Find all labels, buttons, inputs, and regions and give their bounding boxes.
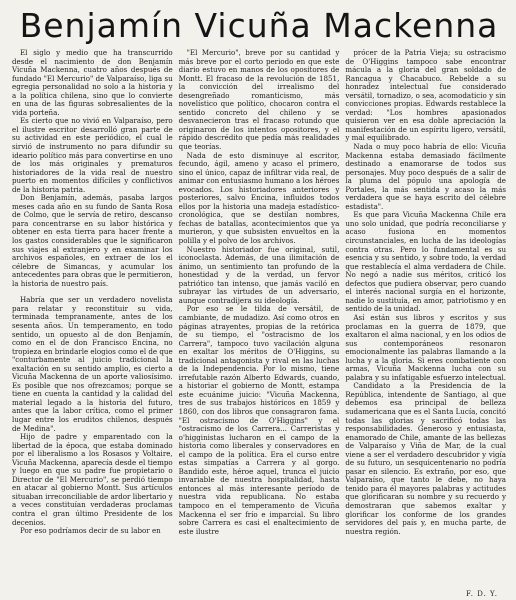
paragraph: Es que para Vicuña Mackenna Chile era uno solo unidad, que podría reconciliarse y acaso fusiona en momentos circunstanciales, en lucha de las ideologías contra otras. Pero lo fundamental es su esencia y su sentido, y sobre todo, la verdad que restablecía el alma verdadera de Chile. No negó a nadie sus méritos, criticó los defectos que pudiera observar, pero cuando el interés nacional surgía en el horizonte, nadie lo sustituía, en amor, patriotismo y en sentido de la unidad.	[345, 210, 507, 314]
paragraph: "El Mercurio", breve por su cantidad y más breve por el corto periodo en que este diario estuvo en manos de los opositores de Montt. El fracaso de la revolución de 1851, la convicción del irrealismo del desengreñado romanticismo, más novelístico que político, chocaron contra el sentido concreto del chileno y se desvanecieron tras el fracaso rotundo que originaron de los intentos opositores, y el rápido descrédito que pedía más realidades que teorías.	[178, 48, 340, 152]
paragraph: Es cierto que no vivió en Valparaíso, pero el ilustre escritor desarrolló gran parte de su actividad en este periódico, el cual le sirvió de instrumento no para difundir su ideario político más para convertirse en uno de los más originales y prematuros historiadores de la vida real de nuestro puerto en momentos difíciles y conflictivos de la historia patria.	[12, 116, 173, 194]
paragraph: Candidato a la Presidencia de la República, intendente de Santiago, al que debemos esa principal de belleza sudamericana que es el Santa Lucía, concitó todas las glorias y sacrificó todas las responsabilidades. Generoso y entusiasta, enamorado de Chile, amante de las bellezas de Valparaíso y Viña de Mar, de la cual viene a ser el verdadero descubridor y vigía de su futuro, un sesquicentenario no podría pasar en silencio. Es extraño, por eso, que Valparaíso, que tanto le debe, no haya tenido para él mayores palabras y actitudes que glorificaran su nombre y su recuerdo y demostraran que sabemos exaltar y glorificar los conforme de los grandes servidores del país y, en mucha parte, de nuestra región.	[345, 381, 507, 536]
paragraph: Por eso se le tilda de versátil, de cambiante, de mudadizo. Así como otros en páginas atrayentes, propias de la retórica de su tiempo, el "ostracismo de los Carrera", tampoco tuvo vacilación alguna en exaltar los méritos de O'Higgins, su tradicional antagonista y rival en las luchas de la Independencia. Por lo mismo, tiene irrefutable razón Alberto Edwards, cuando, a historiar el gobierno de Montt, estampa este ecuánime juicio: "Vicuña Mackenna, tres de sus trabajos históricos en 1859 y 1860, con dos libros que consagraron fama. "El ostracismo de O'Higgins" y el "ostracismo de los Carrera... Carreristas y o'higginistas lucharon en el campo de la historia como liberales y conservadores en el campo de la política. Era el curso entre estas simpatías a Carrera y al gorgo. Bandido este, héroe aquel, trunca el juicio invariable de nuestra hospitalidad, hasta entonces al más interesante período de nuestra vida republicana. No estaba tampoco en el temperamento de Vicuña Mackenna el ser frío e imparcial. Su libro sobre Carrera es casi el enaltecimiento de este ilustre	[178, 304, 340, 536]
paragraph: Don Benjamín, además, pasaba largos meses cada año en su fundo de Santa Rosa de Colmo, que le servía de retiro, descanso para concentrarse en su labor histórica y obtener en esta tierra para hacer frente a los gastos considerables que le significaron sus viajes al extranjero y en examinar los archivos españoles, en extraer de los el célebre de Simancas, y acumular los antecedentes para obras que le permitieron, la historia de nuestro país.	[12, 193, 173, 288]
paragraph: El siglo y medio que ha transcurrido desde el nacimiento de don Benjamín Vicuña Mackenna, cuatro años después de fundado "El Mercurio" de Valparaíso, liga su egregia personalidad no solo a la historia y a la política chilena, sino que lo convierte en una de las figuras sobresalientes de la vida porteña.	[12, 48, 173, 117]
article-column-2	[179, 49, 340, 536]
paragraph: Así están sus libros y escritos y sus proclamas en la guerra de 1879, que exaltaron el alma nacional, y en los odios de sus contemporáneos resonaron emocionalmente las palabras llamando a la lucha y a la gloria. Si eres combatiente con armas, Vicuña Mackenna lucha con su palabra y su infatigable esfuerzo intelectual.	[345, 312, 507, 382]
paragraph: Nada de esto disminuye al escritor, fecundo, ágil, ameno y acaso el primero, sino el único, capaz de infiltrar vida real, de animar con entusiasmo humano a los héroes evocados. Los historiadores anteriores y posteriores, salvo Encina, influidos todos ellos por la historia una madeja estadístico-cronológica, que se destilan nombres, fechas de batallas, acontecimientos que ya murieron, y que subsisten envueltos en la polilla y el polvo de los archivos.	[178, 150, 340, 246]
paragraph: Por eso podríamos decir de su labor en	[20, 526, 161, 536]
paragraph: prócer de la Patria Vieja; su ostracismo de O'Higgins tampoco sabe encontrar mácula a la gloria del gran soldado de Rancagua y Chacabuco. Rebelde a su honradez intelectual fue considerado versátil, tornadizo, o sea, acomodaticio y sin convicciones propias. Edwards restablece la verdad: "Los hombres apasionados quisieron ver en esa doble apreciación la manifestación de un espíritu ligero, versátil, y mal equilibrado.	[345, 48, 507, 143]
article-headline: Benjamín Vicuña Mackenna	[19, 6, 499, 45]
article-column-1	[12, 49, 173, 536]
article-column-3	[345, 49, 506, 536]
article-body	[12, 49, 506, 536]
author-initials: F. D. Y.	[466, 590, 498, 598]
paragraph: Hijo de padre y emparentado con la libertad de la época, que estaba dominado por el liberalismo a los Rosasos y Voltaire, Vicuña Mackenna, aparecía desde el tiempo y luego en que su padre fue propietario o Director de "El Mercurio", se perdió tiempo en atacar al gobierno Montt. Sus artículos situaban irreconciliable de ardor libertario y a veces constituían verdaderas proclamas contra el gran último Presidente de los decenios.	[12, 432, 173, 527]
paragraph: Nuestro historiador fue original, sutil, iconoclasta. Además, de una ilimitación de ánimo, un sentimiento tan profundo de la honestidad y de la verdad, un fervor patriótico tan intenso, que jamás vaciló en subrayar las virtudes de un adversario, aunque contradijera su ideología.	[178, 244, 340, 305]
paragraph: Nada o muy poco habría de ello: Vicuña Mackenna estaba demasiado fácilmente destinado a enamorarse de todos sus personajes. Muy poco después de a salir de la pluma del pópulo una apología de Portales, la más sentida y acaso la más verdadera que se haya escrito del célebre estadista".	[345, 142, 507, 211]
paragraph: Habría que ser un verdadero novelista para relatar y reconstituir su vida, terminada tempranamente, antes de los sesenta años. Un temperamento, en todo sentido, un opuesto al de don Benjamín, como en el de don Francisco Encina, no tropieza en brindarle elogios como el de que "conturbamente al juicio tradicional la exaltación en su sentido amplio, es cierto a Vicuña Mackenna de un aporte valiosísimo. Es posible que nos ofrezcamos; porque se tiene en cuenta la cantidad y la calidad del material legado a la historia del futuro, antes que la labor crítica, como el primer lugar entre los eruditos chilenos, después de Medina".	[12, 295, 173, 433]
